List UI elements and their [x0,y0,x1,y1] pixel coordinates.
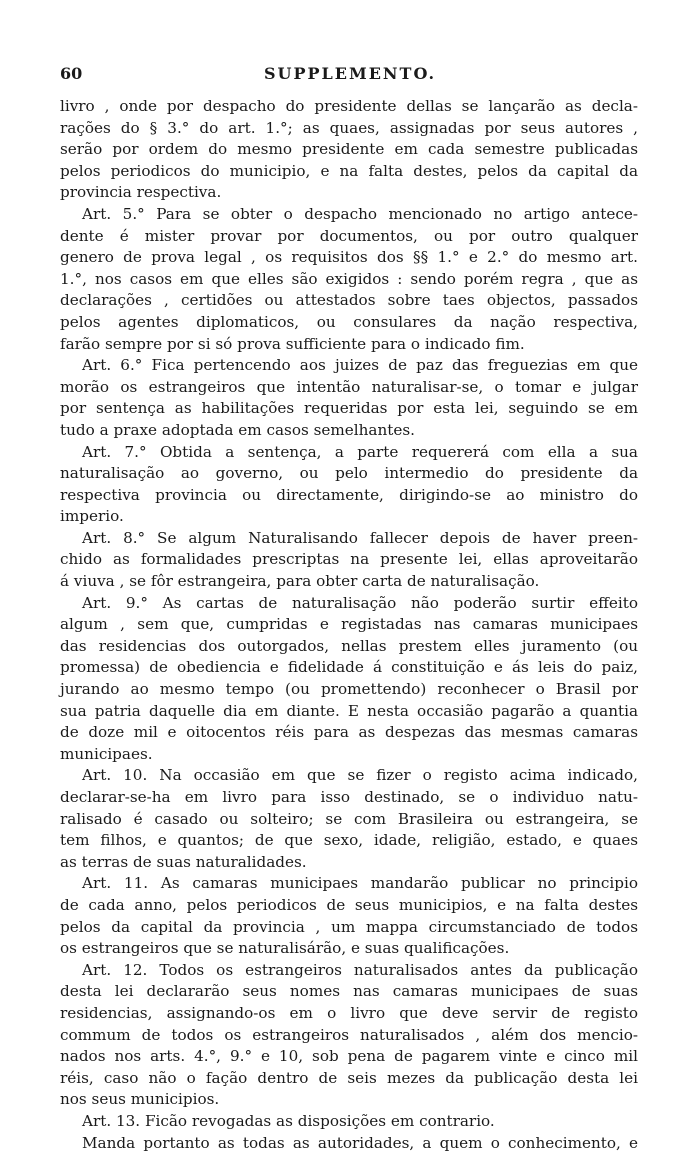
text-line: dente é mister provar por documentos, ou por outro qualquer [60,226,638,248]
text-line: Art. 9.° As cartas de naturalisação não poderão surtir effeito [60,593,638,615]
text-line: Manda portanto as todas as autoridades, a quem o conhecimento, e [60,1133,638,1154]
text-line: ralisado é casado ou solteiro; se com Brasileira ou estrangeira, se [60,809,638,831]
article-paragraph [60,442,638,528]
text-line: declarações , certidões ou attestados sobre taes objectos, passados [60,290,638,312]
text-line: municipaes. [60,744,638,766]
text-line: provincia respectiva. [60,182,638,204]
text-line: á viuva , se fôr estrangeira, para obter carta de naturalisação. [60,571,638,593]
text-line: 1.°, nos casos em que elles são exigidos : sendo porém regra , que as [60,269,638,291]
text-line: Art. 13. Ficão revogadas as disposições em contrario. [60,1111,638,1133]
paragraph-continuation [60,96,638,204]
article-paragraph [60,204,638,355]
text-line: Art. 7.° Obtida a sentença, a parte requererá com ella a sua [60,442,638,464]
article-paragraph [60,528,638,593]
text-line: serão por ordem do mesmo presidente em cada semestre publicadas [60,139,638,161]
text-line: declarar-se-ha em livro para isso destinado, se o individuo natu- [60,787,638,809]
text-line: farão sempre por si só prova sufficiente para o indicado fim. [60,334,638,356]
text-line: sua patria daquelle dia em diante. E nesta occasião pagarão a quantia [60,701,638,723]
text-line: tem filhos, e quantos; de que sexo, idade, religião, estado, e quaes [60,830,638,852]
text-line: Art. 10. Na occasião em que se fizer o registo acima indicado, [60,765,638,787]
text-line: nos seus municipios. [60,1089,638,1111]
article-paragraph [60,873,638,959]
text-line: livro , onde por despacho do presidente dellas se lançarão as decla- [60,96,638,118]
text-line: por sentença as habilitações requeridas por esta lei, seguindo se em [60,398,638,420]
text-line: residencias, assignando-os em o livro que deve servir de registo [60,1003,638,1025]
text-line: pelos periodicos do municipio, e na falta destes, pelos da capital da [60,161,638,183]
text-line: rações do § 3.° do art. 1.°; as quaes, assignadas por seus autores , [60,118,638,140]
body-text [60,96,638,1154]
text-line: das residencias dos outorgados, nellas prestem elles juramento (ou [60,636,638,658]
text-line: Art. 6.° Fica pertencendo aos juizes de paz das freguezias em que [60,355,638,377]
text-line: desta lei declararão seus nomes nas camaras municipaes de suas [60,981,638,1003]
text-line: as terras de suas naturalidades. [60,852,638,874]
text-line: genero de prova legal , os requisitos dos §§ 1.° e 2.° do mesmo art. [60,247,638,269]
article-paragraph [60,1133,638,1154]
text-line: respectiva provincia ou directamente, dirigindo-se ao ministro do [60,485,638,507]
text-line: promessa) de obediencia e fidelidade á constituição e ás leis do paiz, [60,657,638,679]
article-paragraph [60,1111,638,1133]
text-line: réis, caso não o fação dentro de seis mezes da publicação desta lei [60,1068,638,1090]
text-line: de cada anno, pelos periodicos de seus municipios, e na falta destes [60,895,638,917]
text-line: nados nos arts. 4.°, 9.° e 10, sob pena de pagarem vinte e cinco mil [60,1046,638,1068]
text-line: pelos agentes diplomaticos, ou consulares da nação respectiva, [60,312,638,334]
text-line: os estrangeiros que se naturalisárão, e suas qualificações. [60,938,638,960]
article-paragraph [60,355,638,441]
text-line: imperio. [60,506,638,528]
page-number: 60 [60,64,82,83]
section-title: SUPPLEMENTO. [60,64,640,83]
text-line: Art. 5.° Para se obter o despacho mencionado no artigo antece- [60,204,638,226]
running-head [60,64,640,88]
text-line: morão os estrangeiros que intentão naturalisar-se, o tomar e julgar [60,377,638,399]
text-line: tudo a praxe adoptada em casos semelhantes. [60,420,638,442]
text-line: Art. 8.° Se algum Naturalisando fallecer depois de haver preen- [60,528,638,550]
article-paragraph [60,593,638,766]
text-line: chido as formalidades prescriptas na presente lei, ellas aproveitarão [60,549,638,571]
text-line: naturalisação ao governo, ou pelo intermedio do presidente da [60,463,638,485]
text-line: Art. 11. As camaras municipaes mandarão publicar no principio [60,873,638,895]
article-paragraph [60,960,638,1111]
text-line: pelos da capital da provincia , um mappa circumstanciado de todos [60,917,638,939]
text-line: jurando ao mesmo tempo (ou promettendo) reconhecer o Brasil por [60,679,638,701]
article-paragraph [60,765,638,873]
text-line: commum de todos os estrangeiros naturalisados , além dos mencio- [60,1025,638,1047]
text-line: algum , sem que, cumpridas e registadas nas camaras municipaes [60,614,638,636]
text-line: Art. 12. Todos os estrangeiros naturalisados antes da publicação [60,960,638,982]
text-line: de doze mil e oitocentos réis para as despezas das mesmas camaras [60,722,638,744]
